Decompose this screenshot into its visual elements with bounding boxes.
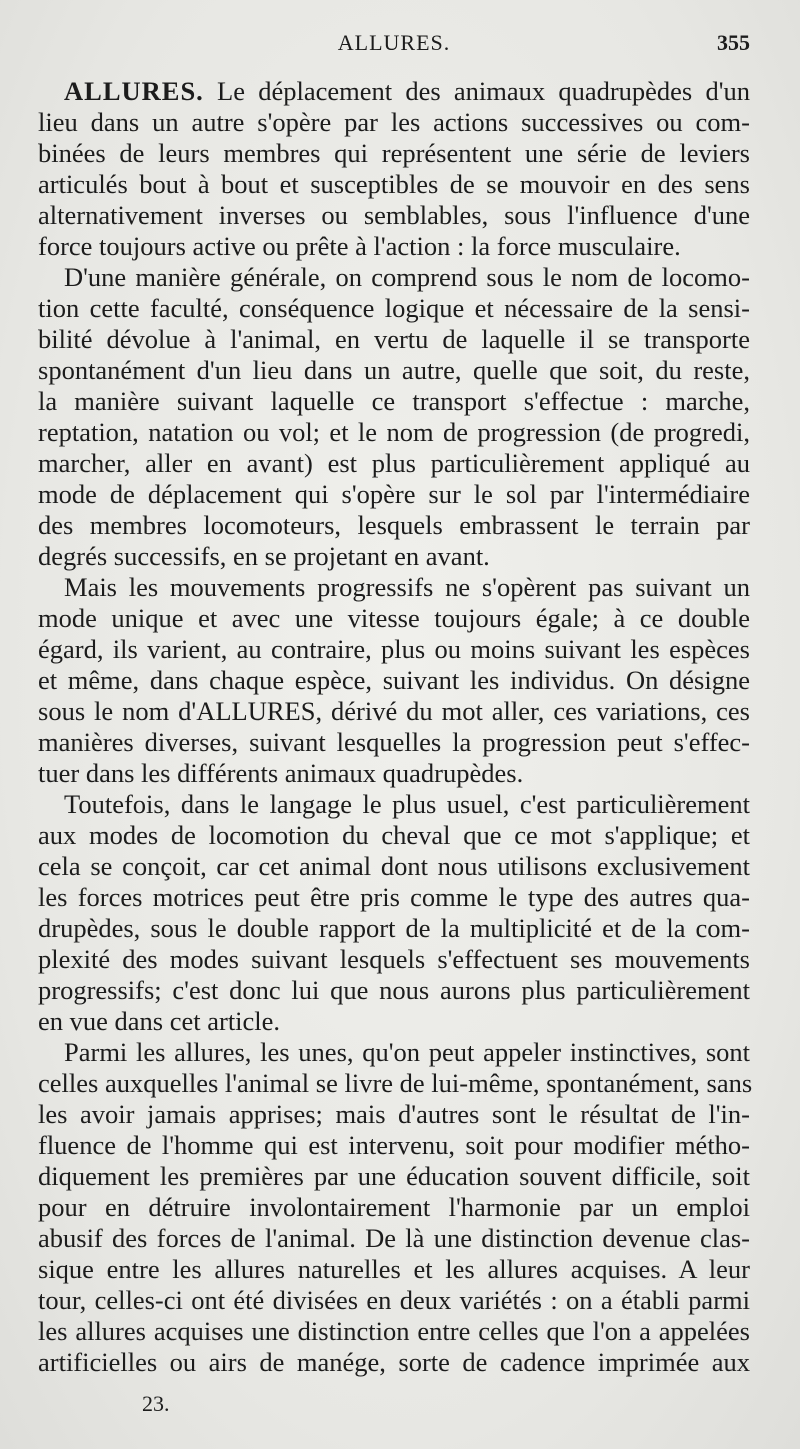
text-line: les avoir jamais apprises; mais d'autres sont le résultat de l'in- [38, 1099, 750, 1129]
text-line: artificielles ou airs de manége, sorte de cadence imprimée aux [38, 1347, 750, 1377]
text-line: des membres locomoteurs, lesquels embrassent le terrain par [38, 510, 750, 540]
text-line: progressifs; c'est donc lui que nous aurons plus particulièrement [38, 975, 750, 1005]
text-line: la manière suivant laquelle ce transport s'effectue : marche, [38, 386, 750, 416]
text-line: plexité des modes suivant lesquels s'effectuent ses mouvements [38, 944, 750, 974]
text-line: spontanément d'un lieu dans un autre, quelle que soit, du reste, [38, 355, 750, 385]
text-line: celles auxquelles l'animal se livre de lui-même, spontanément, sans [38, 1068, 753, 1098]
text-line: lieu dans un autre s'opère par les actions successives ou com- [38, 107, 750, 137]
text-line: reptation, natation ou vol; et le nom de progression (de progredi, [38, 417, 750, 447]
text-line: les forces motrices peut être pris comme le type des autres qua- [38, 882, 750, 912]
text-line: degrés successifs, en se projetant en avant. [38, 541, 490, 571]
entry-headword: ALLURES. [64, 76, 204, 106]
text-line: sique entre les allures naturelles et les allures acquises. A leur [38, 1254, 750, 1284]
text-line: Toutefois, dans le langage le plus usuel, c'est particulièrement [64, 789, 750, 819]
text-line: tuer dans les différents animaux quadrupèdes. [38, 758, 524, 788]
text-line: aux modes de locomotion du cheval que ce mot s'applique; et [38, 820, 750, 850]
text-line: ALLURES. Le déplacement des animaux quadrupèdes d'un [64, 76, 750, 106]
text-line: mode de déplacement qui s'opère sur le sol par l'intermédiaire [38, 479, 750, 509]
text-line: tion cette faculté, conséquence logique et nécessaire de la sensi- [38, 293, 750, 323]
text-line: binées de leurs membres qui représentent une série de leviers [38, 138, 750, 168]
text-line: cela se conçoit, car cet animal dont nous utilisons exclusivement [38, 851, 750, 881]
text-block [38, 76, 753, 1378]
text-line: tour, celles-ci ont été divisées en deux variétés : on a établi parmi [38, 1285, 750, 1315]
text-line: articulés bout à bout et susceptibles de se mouvoir en des sens [38, 169, 750, 199]
text-line: marcher, aller en avant) est plus particulièrement appliqué au [38, 448, 750, 478]
text-line: alternativement inverses ou semblables, sous l'influence d'une [38, 200, 750, 230]
text-line: manières diverses, suivant lesquelles la progression peut s'effec- [38, 727, 750, 757]
text-line: les allures acquises une distinction entre celles que l'on a appelées [38, 1316, 750, 1346]
text-line: fluence de l'homme qui est intervenu, soit pour modifier métho- [38, 1130, 750, 1160]
text-line: Parmi les allures, les unes, qu'on peut appeler instinctives, sont [64, 1037, 750, 1067]
text-line: pour en détruire involontairement l'harmonie par un emploi [38, 1192, 750, 1222]
signature-mark: 23. [142, 1391, 170, 1416]
text-line: et même, dans chaque espèce, suivant les individus. On désigne [38, 665, 750, 695]
text-line: force toujours active ou prête à l'action : la force musculaire. [38, 231, 681, 261]
text-line: en vue dans cet article. [38, 1006, 281, 1036]
text-line: D'une manière générale, on comprend sous le nom de locomo- [64, 262, 750, 292]
text-line: sous le nom d'ALLURES, dérivé du mot aller, ces variations, ces [38, 696, 750, 726]
text-line: bilité dévolue à l'animal, en vertu de laquelle il se transporte [38, 324, 750, 354]
text-line: mode unique et avec une vitesse toujours égale; à ce double [38, 603, 750, 633]
text-line: égard, ils varient, au contraire, plus ou moins suivant les espèces [38, 634, 750, 664]
running-head [38, 30, 750, 60]
text-line: Mais les mouvements progressifs ne s'opèrent pas suivant un [64, 572, 750, 602]
text-line: diquement les premières par une éducation souvent difficile, soit [38, 1161, 750, 1191]
text-line: drupèdes, sous le double rapport de la multiplicité et de la com- [38, 913, 750, 943]
text-line: abusif des forces de l'animal. De là une distinction devenue clas- [38, 1223, 750, 1253]
running-title: ALLURES. [337, 30, 451, 55]
page-number: 355 [717, 30, 750, 55]
